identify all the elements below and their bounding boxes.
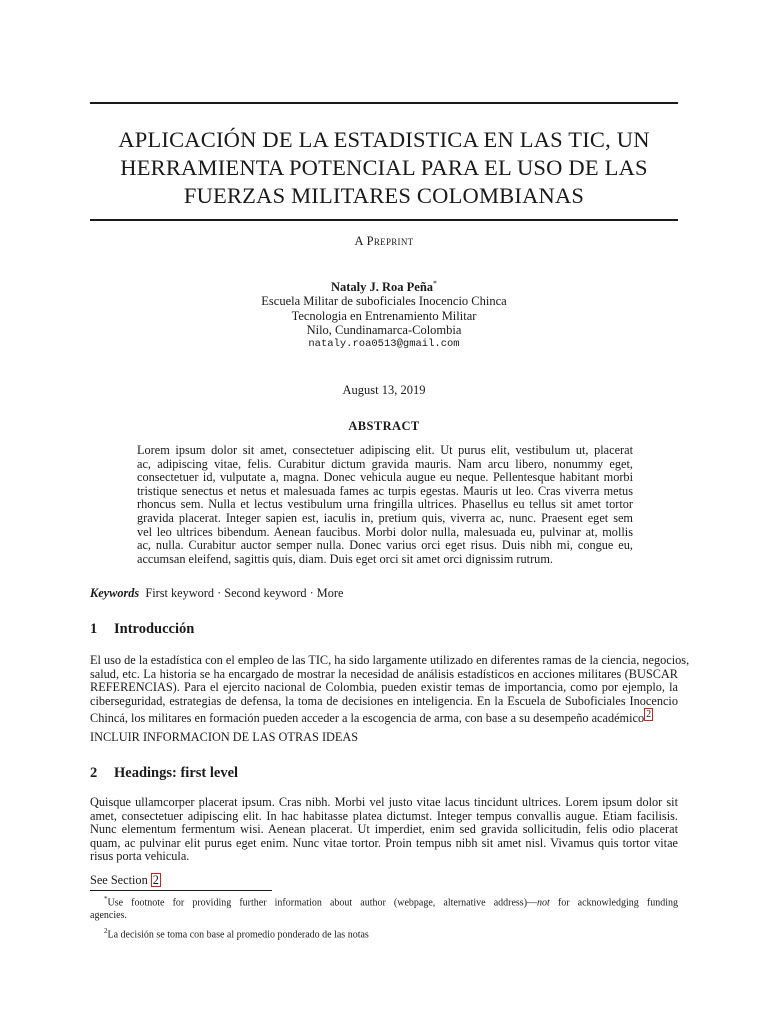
footnote-rule (90, 890, 272, 891)
abstract-line: Lorem ipsum dolor sit amet, consectetuer adipiscing elit. Ut purus elit, vestibulum ut, placerat (137, 443, 633, 457)
section-2-title: Headings: first level (114, 765, 239, 781)
keywords-line (90, 586, 678, 601)
see-section-line (90, 873, 678, 888)
section-1-paragraph (90, 653, 690, 726)
title-line-3: FUERZAS MILITARES COLOMBIANAS (183, 183, 585, 208)
abstract-line: ac, adipiscing vitae, felis. Curabitur dictum gravida mauris. Nam arcu libero, nonummy eget, (137, 456, 633, 471)
paragraph-line: risus porta vehicula. (90, 849, 190, 864)
paragraph-line: salud, etc. La historia se ha encargado de mostrar la necesidad de análisis estadísticos en acciones militares (BUSCAR (90, 666, 678, 681)
footnote-1-line (104, 893, 678, 910)
footnote-1-text-after: for acknowledging funding (549, 897, 678, 909)
paragraph-line: El uso de la estadística con el empleo de las TIC, ha sido largamente utilizado en diferentes ramas de la ciencia, negocios, (90, 653, 690, 667)
abstract-heading: ABSTRACT (348, 419, 420, 433)
paragraph-line-text: Chincá, los militares en formación pueden acceder a la escogencia de arma, con base a su desempeño académico (90, 711, 645, 726)
footnote-1-text: Use footnote for providing further information about author (webpage, alternative address)— (107, 897, 538, 909)
see-section-label: See Section (90, 873, 148, 887)
preprint-label: A Preprint (354, 234, 414, 248)
abstract-line: vel leo ultrices bibendum. Aenean faucibus. Morbi dolor nulla, malesuada eu, pulvinar at, mollis (137, 524, 633, 539)
author-footnote-mark: * (433, 279, 438, 288)
section-1-title: Introducción (114, 621, 195, 637)
paragraph-line-last (90, 708, 678, 726)
footnotes (90, 893, 678, 942)
section-2-number: 2 (90, 765, 98, 781)
section-1-note (90, 731, 678, 745)
section-2-paragraph (90, 796, 678, 864)
footnote-2-mark: 2 (104, 926, 108, 935)
abstract-line: ac, nulla. Curabitur auctor semper nulla. Donec varius orci eget risus. Duis nibh mi, congue eu, (137, 538, 633, 553)
footnote-1-mark: * (104, 895, 108, 903)
author-affiliation-3: Nilo, Cundinamarca-Colombia (306, 322, 462, 337)
author-affiliation-2: Tecnologia en Entrenamiento Militar (291, 308, 477, 323)
see-section-text (90, 873, 678, 888)
paragraph-line: Quisque ullamcorper placerat ipsum. Cras nibh. Morbi vel justo vitae lacus tincidunt ultrices. Lorem ipsum dolor sit (90, 795, 678, 809)
author-block (90, 277, 678, 351)
paragraph-line: amet, consectetuer adipiscing elit. In hac habitasse platea dictumst. Integer tempus convallis augue. Etiam facilisis. (90, 808, 678, 823)
footnote-2 (90, 925, 678, 942)
footnote-1 (90, 893, 678, 922)
abstract-line: accumsan eleifend, sagittis quis, diam. Duis eget orci sit amet orci dignissim rutrum. (137, 551, 553, 566)
paper-date: August 13, 2019 (342, 383, 426, 397)
abstract-line: rhoncus sem. Nulla et lectus vestibulum urna fringilla ultrices. Phasellus eu tellus sit amet tortor (137, 497, 633, 512)
title-bottom-rule (90, 219, 678, 221)
paragraph-line: quam, ac pulvinar elit purus eget enim. Nunc vitae tortor. Proin tempus nibh sit amet nisl. Vivamus quis tortor vitae (90, 835, 678, 850)
paragraph-line: ciberseguridad, estrategias de defensa, la toma de decisiones en inteligencia. En la Escuela de Suboficiales Inocencio (90, 693, 678, 708)
note-text: INCLUIR INFORMACION DE LAS OTRAS IDEAS (90, 730, 359, 744)
abstract-line: tristique senectus et netus et malesuada fames ac turpis egestas. Mauris ut leo. Cras viverra metus (137, 483, 633, 498)
author-name (90, 277, 678, 294)
paper-title (90, 126, 678, 210)
footnote-2-link[interactable]: 2 (646, 709, 652, 721)
author-affiliation-1: Escuela Militar de suboficiales Inocencio Chinca (261, 294, 507, 309)
section-1-number: 1 (90, 621, 98, 637)
title-line-1: APLICACIÓN DE LA ESTADISTICA EN LAS TIC, UN (118, 127, 650, 152)
footnote-1-continuation: agencies. (90, 909, 127, 921)
section-2-link[interactable]: 2 (152, 873, 159, 887)
footnote-2-text: La decisión se toma con base al promedio ponderado de las notas (107, 929, 369, 941)
section-2-heading (90, 765, 238, 782)
author-email[interactable]: nataly.roa0513@gmail.com (308, 337, 460, 350)
paragraph-line: Nunc elementum fermentum wisi. Aenean placerat. Ut imperdiet, enim sed gravida sollicitudin, felis odio placerat (90, 822, 678, 837)
keywords-label: Keywords (90, 586, 140, 600)
author-name-text: Nataly J. Roa Peña (330, 280, 434, 295)
abstract-body (137, 444, 633, 566)
title-line-2: HERRAMIENTA POTENCIAL PARA EL USO DE LAS (120, 155, 648, 180)
section-1-heading (90, 621, 194, 638)
abstract-line: gravida placerat. Integer sapien est, iaculis in, pretium quis, viverra ac, nunc. Praesent eget sem (137, 510, 633, 525)
abstract-line: consectetuer id, vulputate a, magna. Donec vehicula augue eu neque. Pellentesque habitant morbi (137, 470, 633, 485)
title-top-rule (90, 102, 678, 104)
footnote-1-emphasis: not (537, 897, 550, 909)
keywords-text: First keyword · Second keyword · More (145, 586, 344, 600)
paragraph-line: REFERENCIAS). Para el ejercito nacional de Colombia, pueden existir temas de importancia, como por ejemplo, la (90, 680, 678, 695)
